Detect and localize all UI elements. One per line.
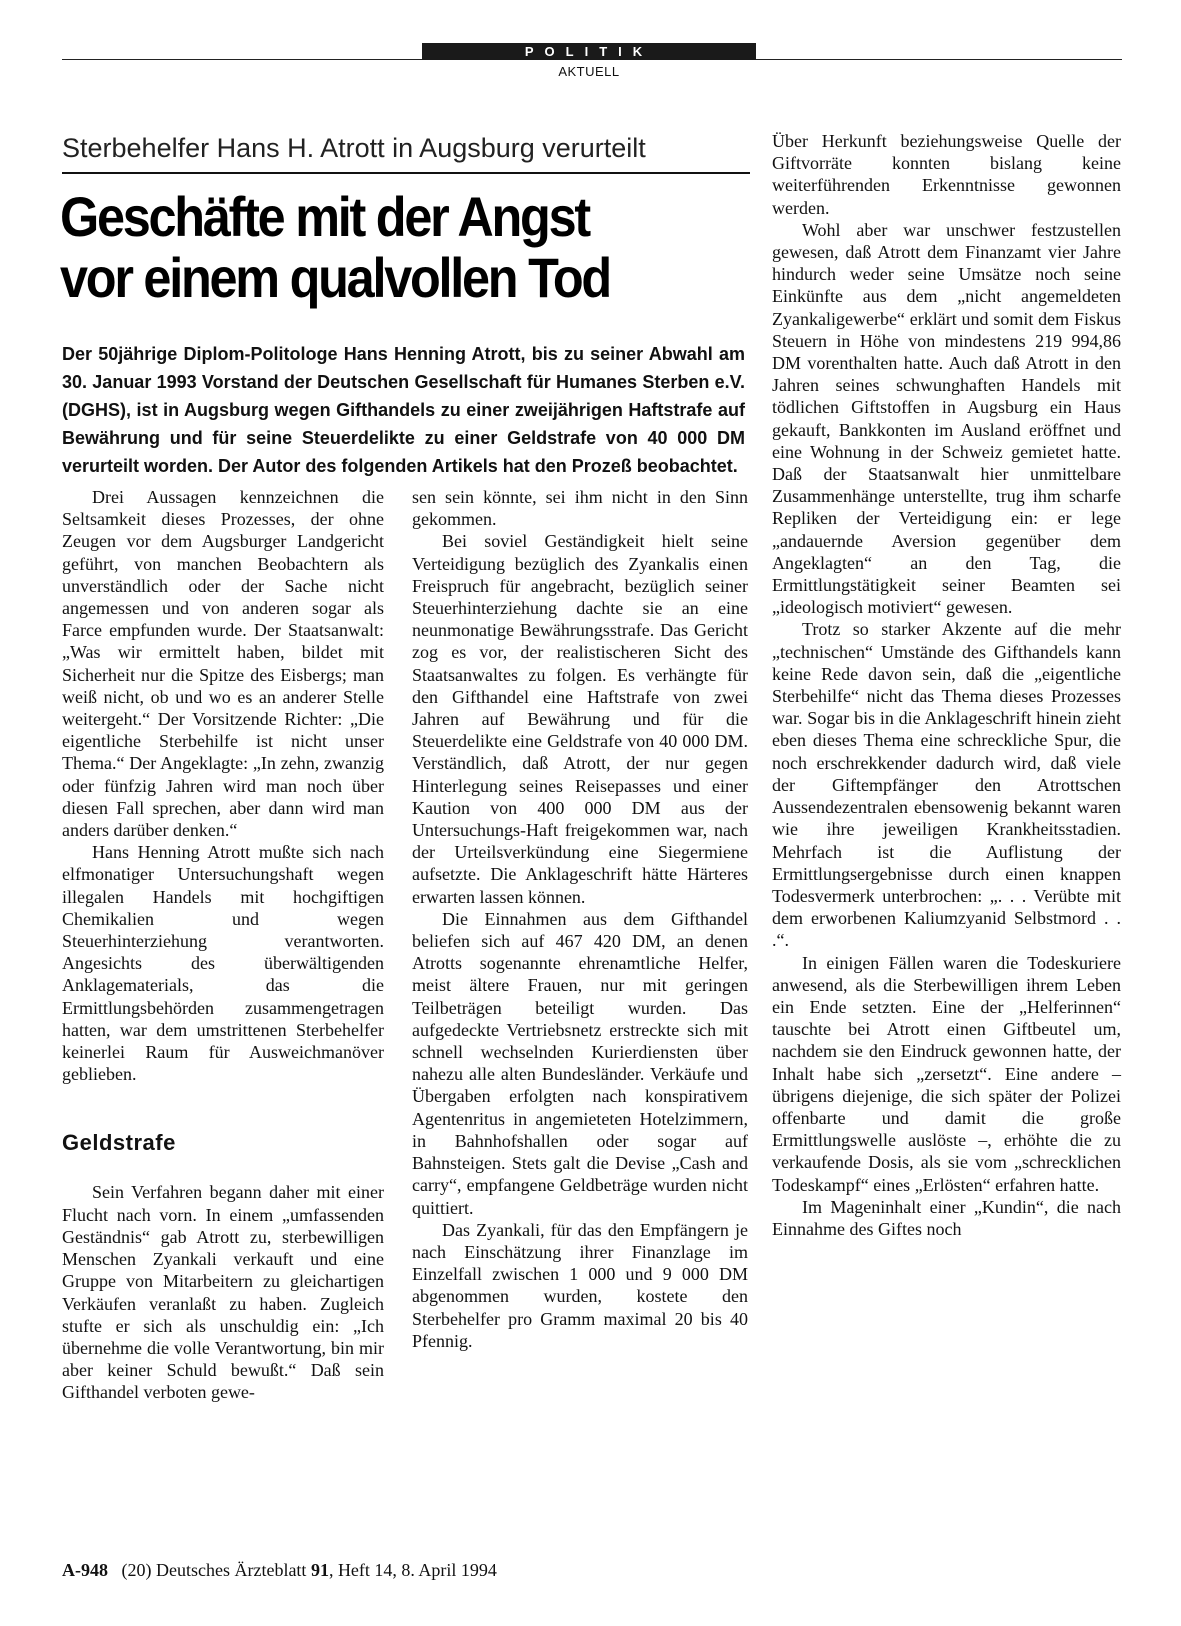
article-kicker: Sterbehelfer Hans H. Atrott in Augsburg verurteilt — [62, 133, 646, 163]
column-2 — [412, 486, 748, 1352]
page-number: A-948 — [62, 1560, 108, 1580]
paragraph: Sein Verfahren begann daher mit einer Flucht nach vorn. In einem „umfassenden Geständnis“ gab Atrott zu, sterbewilligen Menschen Zyankali verkauft und eine Gruppe von Mitarbeitern zu gleichartigen Verkäufen veranlaßt zu haben. Zugleich stufte er sich als unschuldig ein: „Ich übernehme die volle Verantwortung, bin mir aber keiner Schuld bewußt.“ Daß sein Gifthandel verboten gewe- — [62, 1182, 384, 1403]
headline-line-2: vor einem qualvollen Tod — [60, 246, 610, 309]
paragraph: Trotz so starker Akzente auf die mehr „technischen“ Umstände des Gifthandels kann keine Rede davon sein, daß die „eigentliche Sterbehilfe“ nicht das Thema dieses Prozesses war. Sogar bis in die Anklageschrift hinein zieht eben dieses Thema eine schreckliche Spur, die noch erschrekkender dadurch wird, daß viele der Giftempfänger den Atrottschen Aussendezentralen ebensowenig bekannt waren wie ihre jeweiligen Krankheitsstadien. Mehrfach ist die Auflistung der Ermittlungsergebnisse durch einen knappen Todesvermerk unterbrochen: „. . . Verübte mit dem erworbenen Kaliumzyanid Selbstmord . . .“. — [772, 619, 1121, 951]
citation-issue: , Heft 14, 8. April 1994 — [328, 1560, 497, 1580]
citation-volume: 91 — [310, 1560, 329, 1580]
section-label: POLITIK — [422, 43, 756, 60]
article-lead: Der 50jährige Diplom-Politologe Hans Henning Atrott, bis zu seiner Abwahl am 30. Januar 1993 Vorstand der Deutschen Gesellschaft für Humanes Sterben e.V. (DGHS), ist in Augsburg wegen Gifthandels zu einer zweijährigen Haftstrafe auf Bewährung und für seine Steuerdelikte zu einer Geldstrafe von 40 000 DM verurteilt worden. Der Autor des folgenden Artikels hat den Prozeß beobachtet. — [62, 344, 745, 476]
headline-line-1: Geschäfte mit der Angst — [60, 185, 589, 248]
paragraph: In einigen Fällen waren die Todeskuriere anwesend, als die Sterbewilligen ihrem Leben ein Ende setzten. Eine der „Helferinnen“ tauschte bei Atrott einen Giftbeutel um, nachdem sie den Eindruck gewonnen hatte, der Inhalt habe sich „zersetzt“. Eine andere – übrigens diejenige, die sich später der Polizei offenbarte und damit die große Ermittlungswelle auslöste –, erhöhte die zu verkaufende Dosis, als sie vom „schrecklichen Todeskampf“ eines „Erlösten“ erfahren hatte. — [772, 952, 1121, 1195]
paragraph: Im Mageninhalt einer „Kundin“, die nach Einnahme des Giftes noch — [772, 1196, 1121, 1239]
paragraph: Drei Aussagen kennzeichnen die Seltsamkeit dieses Prozesses, der ohne Zeugen vor dem Augsburger Landgericht geführt, von manchen Beobachtern als unverständlich oder der Sache nicht angemessen und von anderen sogar als Farce empfunden wurde. Der Staatsanwalt: „Was wir ermittelt haben, bildet mit Sicherheit nur die Spitze des Eisbergs; man weiß nicht, ob und wo es an anderer Stelle weitergeht.“ Der Vorsitzende Richter: „Die eigentliche Sterbehilfe ist nicht unser Thema.“ Der Angeklagte: „In zehn, zwanzig oder fünfzig Jahren wird man noch über diesen Fall sprechen, aber dann wird man anders darüber denken.“ — [62, 487, 384, 841]
kicker-rule — [62, 172, 750, 174]
page-footer — [62, 1560, 762, 1581]
paragraph: sen sein könnte, sei ihm nicht in den Sinn gekommen. — [412, 487, 748, 530]
rubric-label: AKTUELL — [558, 64, 620, 79]
article-headline — [60, 186, 690, 308]
column-3 — [772, 130, 1121, 1240]
paragraph: Die Einnahmen aus dem Gifthandel beliefen sich auf 467 420 DM, an denen Atrotts sogenannte ehrenamtliche Helfer, meist ältere Frauen, nur mit geringen Teilbeträgen beteiligt wurden. Das aufgedeckte Vertriebsnetz erstreckte sich mit schnell wechselnden Kurierdiensten über nahezu alle alten Bundesländer. Verkäufe und Übergaben erfolgten nach konspirativem Agentenritus in angemieteten Hotelzimmern, in Bahnhofshallen oder sogar auf Bahnsteigen. Stets galt die Devise „Cash and carry“, empfangene Geldbeträge wurden nicht quittiert. — [412, 908, 748, 1218]
paragraph: Bei soviel Geständigkeit hielt seine Verteidigung bezüglich des Zyankalis einen Freispruch für angebracht, bezüglich seiner Steuerhinterziehung dachte sie an eine neunmonatige Bewährungsstrafe. Das Gericht zog es vor, der realistischeren Sicht des Staatsanwaltes zu folgen. Es verhängte für den Gifthandel eine Haftstrafe von zwei Jahren auf Bewährung und für die Steuerdelikte eine Geldstrafe von 40 000 DM. Verständlich, daß Atrott, der nur gegen Hinterlegung seines Reisepasses und einer Kaution von 400 000 DM aus der Untersuchungs-Haft freigekommen war, nach der Urteilsverkündung eine Siegermiene aufsetzte. Die Anklageschrift hätte Härteres erwarten lassen können. — [412, 531, 748, 907]
paragraph: Wohl aber war unschwer festzustellen gewesen, daß Atrott dem Finanzamt vier Jahre hindurch weder seine Umsätze noch seine Einkünfte aus dem „nicht angemeldeten Zyankaligewerbe“ erklärt und somit dem Fiskus Steuern in Höhe von mindestens 219 994,86 DM vorenthalten hatte. Auch daß Atrott in den Jahren seines schwunghaften Handels mit tödlichen Giftstoffen in Augsburg ein Haus gekauft, Bankkonten im Ausland eröffnet und eine Wohnung in der Schweiz gemietet hatte. Daß der Staatsanwalt hier unmittelbare Zusammenhänge unterstellte, trug ihm scharfe Repliken der Verteidigung ein: er lege „andauernde Aversion gegenüber dem Angeklagten“ an den Tag, die Ermittlungstätigkeit seiner Beamten sei „ideologisch motiviert“ gewesen. — [772, 219, 1121, 618]
paragraph: Hans Henning Atrott mußte sich nach elfmonatiger Untersuchungshaft wegen illegalen Handels mit hochgiftigen Chemikalien und wegen Steuerhinterziehung verantworten. Angesichts des überwältigenden Anklagematerials, das die Ermittlungsbehörden zusammengetragen hatten, war dem umstrittenen Sterbehelfer keinerlei Raum für Ausweichmanöver geblieben. — [62, 842, 384, 1085]
paragraph: Das Zyankali, für das den Empfängern je nach Einschätzung ihrer Finanzlage im Einzelfall zwischen 1 000 und 9 000 DM abgenommen wurden, kostete den Sterbehelfer pro Gramm maximal 20 bis 40 Pfennig. — [412, 1219, 748, 1351]
column-1 — [62, 486, 384, 1404]
subheading: Geldstrafe — [62, 1130, 176, 1156]
paragraph: Über Herkunft beziehungsweise Quelle der Giftvorräte konnten bislang keine weiterführenden Erkenntnisse gewonnen werden. — [772, 131, 1121, 218]
citation-journal: (20) Deutsches Ärzteblatt — [121, 1560, 307, 1580]
